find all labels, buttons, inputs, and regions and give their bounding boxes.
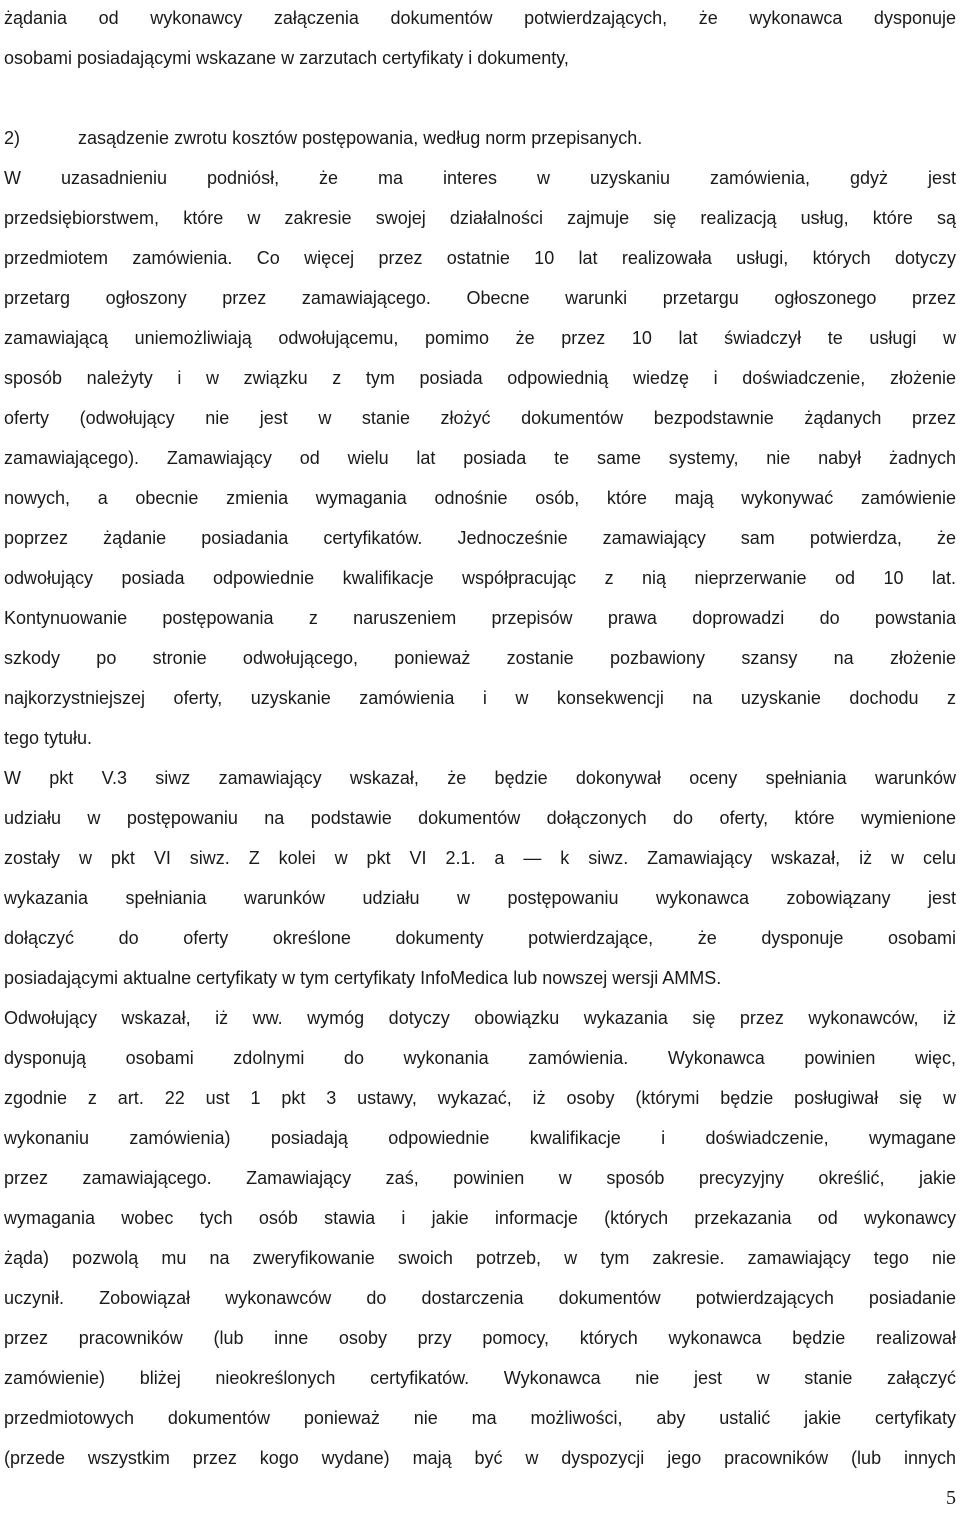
text-line: przedmiotem zamówienia. Co więcej przez ostatnie 10 lat realizowała usługi, których dotyczy [4, 248, 956, 268]
text-line: dołączyć do oferty określone dokumenty potwierdzające, że dysponuje osobami [4, 928, 956, 948]
text-line: wykonaniu zamówienia) posiadają odpowiednie kwalifikacje i doświadczenie, wymagane [4, 1128, 956, 1148]
text-line: nowych, a obecnie zmienia wymagania odnośnie osób, które mają wykonywać zamówienie [4, 488, 956, 508]
text-line: udziału w postępowaniu na podstawie dokumentów dołączonych do oferty, które wymienione [4, 808, 956, 828]
text-line: zostały w pkt VI siwz. Z kolei w pkt VI 2.1. a — k siwz. Zamawiający wskazał, iż w celu [4, 848, 956, 868]
text-line: uczynił. Zobowiązał wykonawców do dostarczenia dokumentów potwierdzających posiadanie [4, 1288, 956, 1308]
text-line: zamawiającego). Zamawiający od wielu lat posiada te same systemy, nie nabył żadnych [4, 448, 956, 468]
text-line: Kontynuowanie postępowania z naruszeniem przepisów prawa doprowadzi do powstania [4, 608, 956, 628]
text-line: tego tytułu. [4, 728, 93, 748]
text-line: wykazania spełniania warunków udziału w postępowaniu wykonawca zobowiązany jest [4, 888, 956, 908]
text-line: najkorzystniejszej oferty, uzyskanie zamówienia i w konsekwencji na uzyskanie dochodu z [4, 688, 956, 708]
text-line: zamawiającą uniemożliwiają odwołującemu, pomimo że przez 10 lat świadczył te usługi w [4, 328, 956, 348]
text-line: dysponują osobami zdolnymi do wykonania zamówienia. Wykonawca powinien więc, [4, 1048, 956, 1068]
text-line: przez zamawiającego. Zamawiający zaś, powinien w sposób precyzyjny określić, jakie [4, 1168, 956, 1188]
text-line: Odwołujący wskazał, iż ww. wymóg dotyczy obowiązku wykazania się przez wykonawców, iż [4, 1008, 956, 1028]
text-line: wymagania wobec tych osób stawia i jakie informacje (których przekazania od wykonawcy [4, 1208, 956, 1228]
text-line: posiadającymi aktualne certyfikaty w tym certyfikaty InfoMedica lub nowszej wersji AMMS. [4, 968, 722, 988]
list-item-text: zasądzenie zwrotu kosztów postępowania, według norm przepisanych. [78, 128, 643, 148]
text-line: przetarg ogłoszony przez zamawiającego. Obecne warunki przetargu ogłoszonego przez [4, 288, 956, 308]
text-line: zamówienie) bliżej nieokreślonych certyfikatów. Wykonawca nie jest w stanie załączyć [4, 1368, 956, 1388]
text-line: przedmiotowych dokumentów ponieważ nie ma możliwości, aby ustalić jakie certyfikaty [4, 1408, 956, 1428]
text-line: zgodnie z art. 22 ust 1 pkt 3 ustawy, wykazać, iż osoby (którymi będzie posługiwał się w [4, 1088, 956, 1108]
text-line: oferty (odwołujący nie jest w stanie złożyć dokumentów bezpodstawnie żądanych przez [4, 408, 956, 428]
body-text [4, 4, 956, 1484]
text-line: W pkt V.3 siwz zamawiający wskazał, że będzie dokonywał oceny spełniania warunków [4, 768, 956, 788]
list-item-number: 2) [4, 128, 21, 148]
text-line: przedsiębiorstwem, które w zakresie swojej działalności zajmuje się realizacją usług, które są [4, 208, 956, 228]
page-number: 5 [946, 1487, 956, 1509]
text-line: osobami posiadającymi wskazane w zarzutach certyfikaty i dokumenty, [4, 48, 569, 68]
blank-line [4, 84, 956, 124]
text-line: W uzasadnieniu podniósł, że ma interes w uzyskaniu zamówienia, gdyż jest [4, 168, 956, 188]
text-line: poprzez żądanie posiadania certyfikatów. Jednocześnie zamawiający sam potwierdza, że [4, 528, 956, 548]
text-line: odwołujący posiada odpowiednie kwalifikacje współpracując z nią nieprzerwanie od 10 lat. [4, 568, 956, 588]
text-line: sposób należyty i w związku z tym posiada odpowiednią wiedzę i doświadczenie, złożenie [4, 368, 956, 388]
text-line: (przede wszystkim przez kogo wydane) mają być w dyspozycji jego pracowników (lub innych [4, 1448, 956, 1468]
text-line: szkody po stronie odwołującego, ponieważ zostanie pozbawiony szansy na złożenie [4, 648, 956, 668]
list-item [4, 124, 956, 164]
text-line: żąda) pozwolą mu na zweryfikowanie swoich potrzeb, w tym zakresie. zamawiający tego nie [4, 1248, 956, 1268]
text-line: żądania od wykonawcy załączenia dokumentów potwierdzających, że wykonawca dysponuje [4, 8, 956, 28]
text-line: przez pracowników (lub inne osoby przy pomocy, których wykonawca będzie realizował [4, 1328, 956, 1348]
